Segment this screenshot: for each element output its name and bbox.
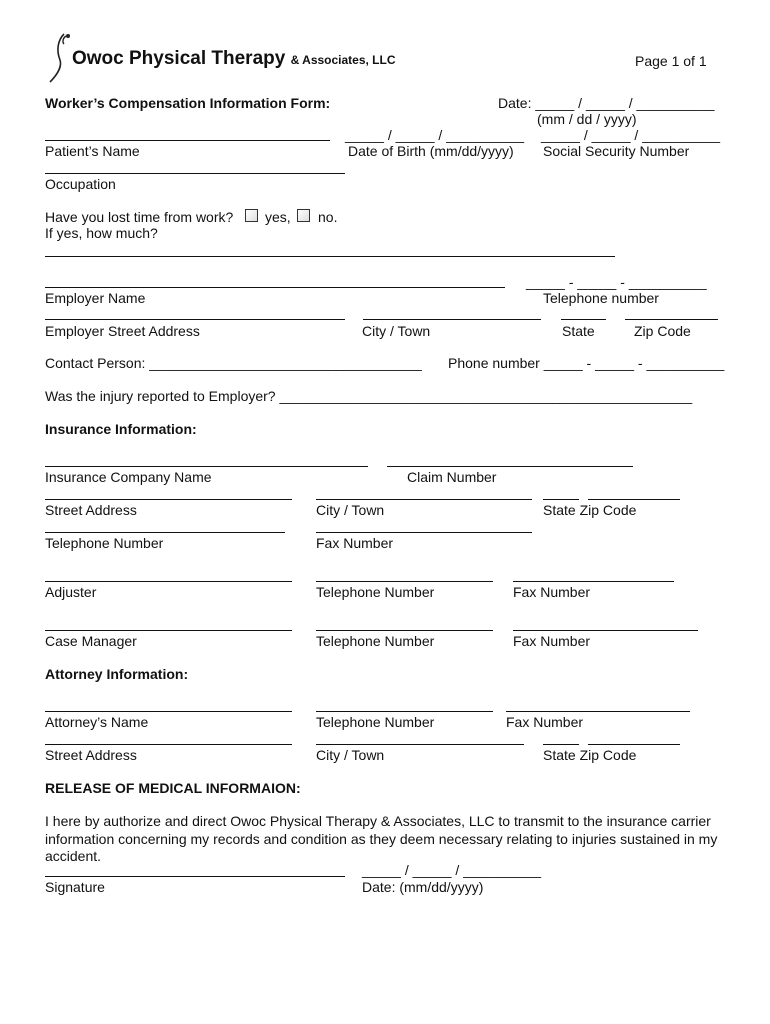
- adjuster-label: Adjuster: [45, 584, 97, 600]
- adjuster-phone-line[interactable]: [316, 581, 493, 582]
- insurance-fax-line[interactable]: [316, 532, 532, 533]
- contact-person-field[interactable]: Contact Person: ___________________________________: [45, 355, 422, 371]
- company-name: [72, 48, 396, 70]
- insurance-state-zip-label: State Zip Code: [543, 502, 637, 518]
- attorney-city-label: City / Town: [316, 747, 385, 763]
- lost-time-no-label: no.: [318, 209, 338, 225]
- case-manager-fax-line[interactable]: [513, 630, 698, 631]
- employer-zip-line[interactable]: [625, 319, 718, 320]
- attorney-phone-line[interactable]: [316, 711, 493, 712]
- ssn-label: Social Security Number: [543, 143, 690, 159]
- dob-label: Date of Birth (mm/dd/yyyy): [348, 143, 514, 159]
- employer-street-line[interactable]: [45, 319, 345, 320]
- patient-name-label: Patient’s Name: [45, 143, 140, 159]
- insurance-fax-label: Fax Number: [316, 535, 394, 551]
- lost-time-yes-label: yes,: [265, 209, 291, 225]
- case-manager-phone-line[interactable]: [316, 630, 493, 631]
- insurance-city-label: City / Town: [316, 502, 385, 518]
- case-manager-phone-label: Telephone Number: [316, 633, 435, 649]
- attorney-street-line[interactable]: [45, 744, 292, 745]
- adjuster-fax-line[interactable]: [513, 581, 674, 582]
- insurance-phone-line[interactable]: [45, 532, 285, 533]
- lost-time-followup: If yes, how much?: [45, 225, 158, 241]
- insurance-zip-line[interactable]: [588, 499, 680, 500]
- insurance-city-line[interactable]: [316, 499, 532, 500]
- employer-phone-label: Telephone number: [543, 290, 659, 306]
- adjuster-phone-label: Telephone Number: [316, 584, 435, 600]
- patient-name-line[interactable]: [45, 140, 330, 141]
- signature-label: Signature: [45, 879, 105, 895]
- release-heading: RELEASE OF MEDICAL INFORMAION:: [45, 780, 301, 796]
- lost-time-no-checkbox[interactable]: [297, 209, 310, 222]
- insurance-heading: Insurance Information:: [45, 421, 197, 437]
- adjuster-line[interactable]: [45, 581, 292, 582]
- employer-phone-field[interactable]: _____ - _____ - __________: [526, 274, 707, 290]
- occupation-label: Occupation: [45, 176, 116, 192]
- employer-name-label: Employer Name: [45, 290, 146, 306]
- lost-time-amount-line[interactable]: [45, 256, 615, 257]
- insurance-company-label: Insurance Company Name: [45, 469, 212, 485]
- employer-state-label: State: [562, 323, 595, 339]
- lost-time-yes-checkbox[interactable]: [245, 209, 258, 222]
- case-manager-label: Case Manager: [45, 633, 137, 649]
- contact-phone-field[interactable]: Phone number _____ - _____ - __________: [448, 355, 725, 371]
- insurance-street-label: Street Address: [45, 502, 137, 518]
- case-manager-line[interactable]: [45, 630, 292, 631]
- case-manager-fax-label: Fax Number: [513, 633, 591, 649]
- employer-city-line[interactable]: [363, 319, 541, 320]
- signature-date-label: Date: (mm/dd/yyyy): [362, 879, 484, 895]
- attorney-state-line[interactable]: [543, 744, 579, 745]
- attorney-name-line[interactable]: [45, 711, 292, 712]
- employer-name-line[interactable]: [45, 287, 505, 288]
- attorney-fax-line[interactable]: [506, 711, 690, 712]
- attorney-street-label: Street Address: [45, 747, 137, 763]
- attorney-zip-line[interactable]: [588, 744, 680, 745]
- form-title: Worker’s Compensation Information Form:: [45, 95, 331, 111]
- release-paragraph: I here by authorize and direct Owoc Physical Therapy & Associates, LLC to transmit to the insurance carrier information concerning my records and condition as they deem necessary relating to injuries sustained in my accident.: [45, 813, 718, 864]
- date-format-hint: (mm / dd / yyyy): [537, 111, 637, 127]
- employer-state-line[interactable]: [561, 319, 606, 320]
- attorney-fax-label: Fax Number: [506, 714, 584, 730]
- ssn-field[interactable]: _____ / _____ / __________: [541, 127, 721, 143]
- claim-number-line[interactable]: [387, 466, 633, 467]
- signature-line[interactable]: [45, 876, 345, 877]
- injury-reported-field[interactable]: Was the injury reported to Employer? _____________________________________________________: [45, 388, 693, 404]
- adjuster-fax-label: Fax Number: [513, 584, 591, 600]
- attorney-state-zip-label: State Zip Code: [543, 747, 637, 763]
- signature-date-field[interactable]: _____ / _____ / __________: [362, 862, 542, 878]
- attorney-city-line[interactable]: [316, 744, 524, 745]
- occupation-line[interactable]: [45, 173, 345, 174]
- dob-field[interactable]: _____ / _____ / __________: [345, 127, 525, 143]
- company-name-suffix: & Associates, LLC: [290, 53, 396, 67]
- lost-time-question: Have you lost time from work?: [45, 209, 234, 225]
- insurance-company-line[interactable]: [45, 466, 368, 467]
- page-number: Page 1 of 1: [635, 53, 707, 69]
- company-name-main: Owoc Physical Therapy: [72, 48, 286, 69]
- date-field[interactable]: Date: _____ / _____ / __________: [498, 95, 715, 111]
- attorney-heading: Attorney Information:: [45, 666, 189, 682]
- insurance-phone-label: Telephone Number: [45, 535, 164, 551]
- employer-city-label: City / Town: [362, 323, 431, 339]
- attorney-name-label: Attorney’s Name: [45, 714, 149, 730]
- employer-zip-label: Zip Code: [634, 323, 691, 339]
- insurance-street-line[interactable]: [45, 499, 292, 500]
- insurance-state-line[interactable]: [543, 499, 579, 500]
- employer-street-label: Employer Street Address: [45, 323, 200, 339]
- claim-number-label: Claim Number: [407, 469, 497, 485]
- attorney-phone-label: Telephone Number: [316, 714, 435, 730]
